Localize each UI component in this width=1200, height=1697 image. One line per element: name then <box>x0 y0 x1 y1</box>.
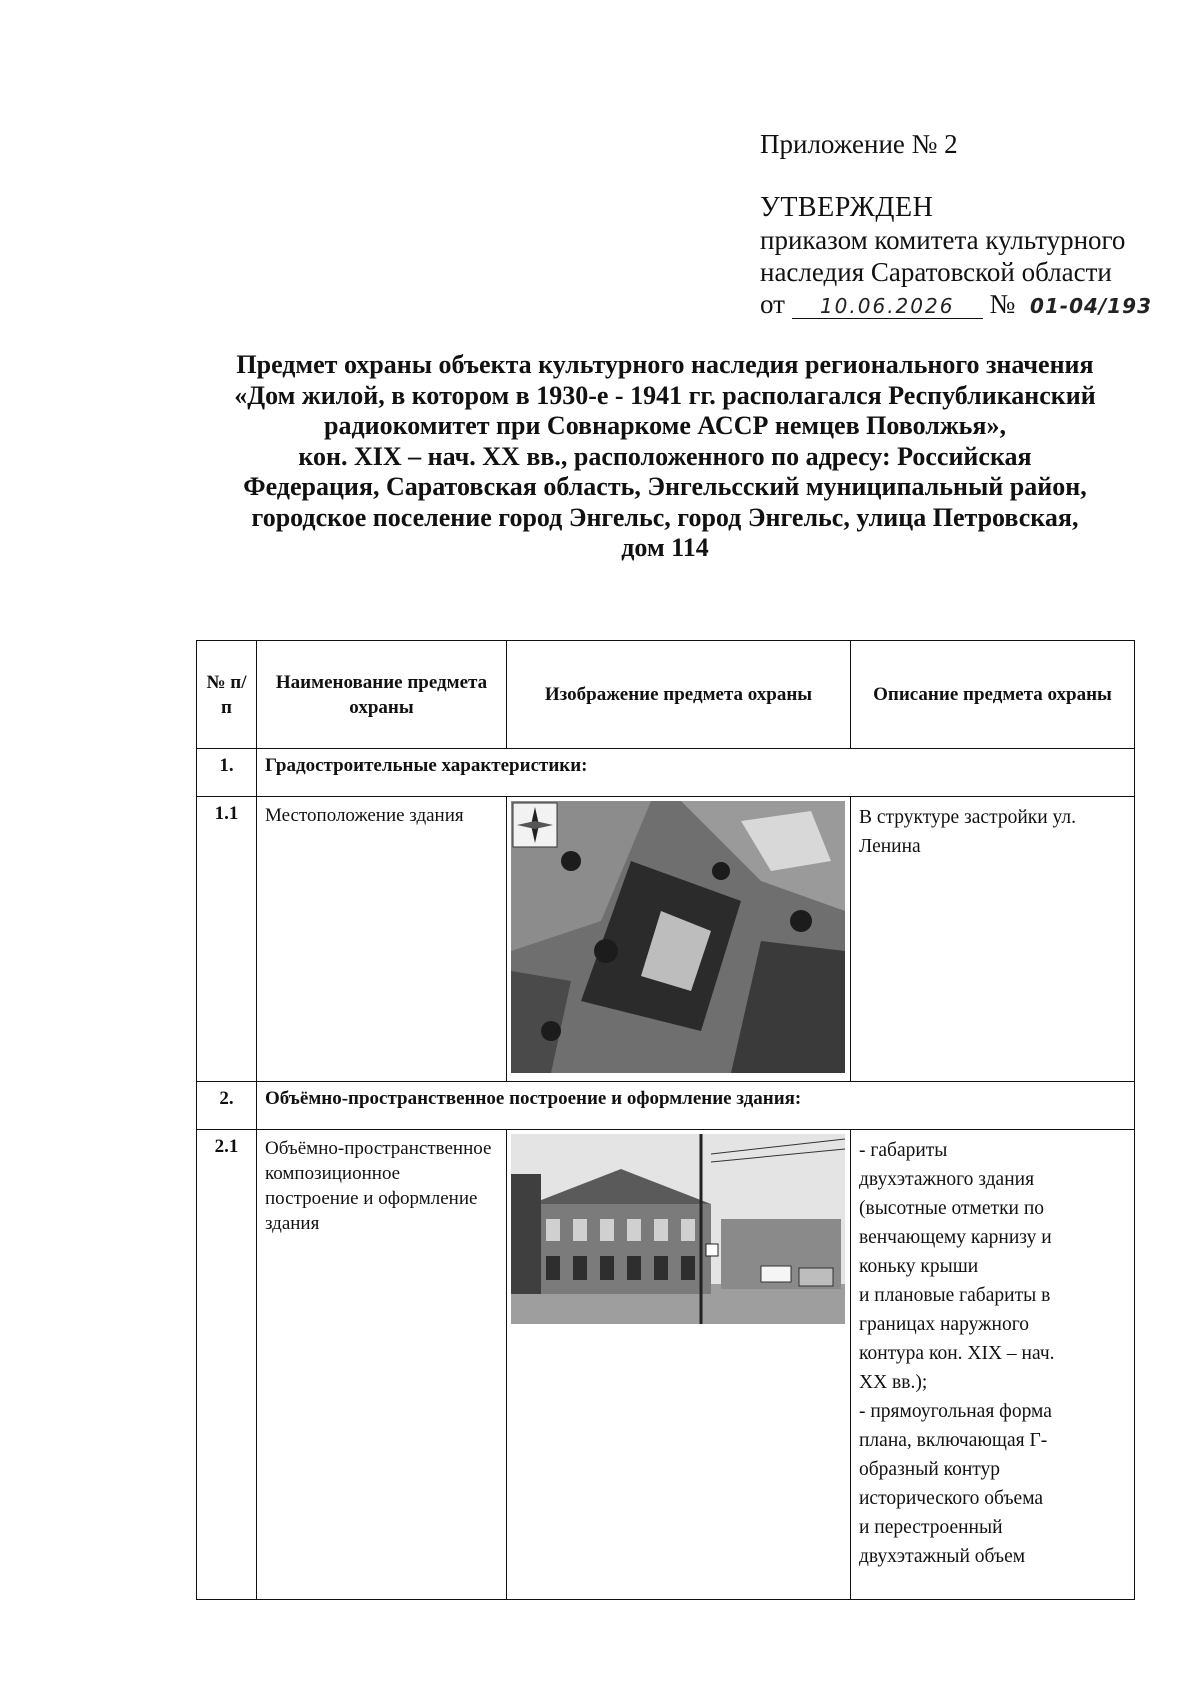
document-title <box>170 350 1160 564</box>
title-line: Предмет охраны объекта культурного наследия регионального значения <box>236 350 1094 379</box>
approval-block <box>760 128 1180 320</box>
section-row <box>197 749 1135 797</box>
approved-heading: УТВЕРЖДЕН <box>760 192 934 223</box>
description-line: XX вв.); <box>859 1372 928 1393</box>
header-image: Изображение предмета охраны <box>507 641 851 749</box>
row-number: 1.1 <box>197 797 257 1082</box>
building-photo <box>511 1134 845 1324</box>
description-line: и перестроенный <box>859 1517 1003 1538</box>
location-map-image <box>507 797 851 1082</box>
row-name: Объёмно-пространственное композиционное построение и оформление здания <box>257 1130 507 1600</box>
protection-subject-table <box>196 640 1135 1600</box>
header-name: Наименование предмета охраны <box>257 641 507 749</box>
title-line: кон. XIX – нач. XX вв., расположенного по адресу: Российская <box>298 441 1032 471</box>
compass-icon <box>513 803 557 847</box>
row-name: Местоположение здания <box>257 797 507 1082</box>
section-number: 2. <box>197 1082 257 1130</box>
table-header-row <box>197 641 1135 749</box>
order-number: 01-04/193 <box>1029 294 1152 318</box>
description-line: - прямоугольная форма <box>859 1401 1052 1422</box>
description-line: исторического объема <box>859 1488 1044 1509</box>
aerial-map-photo <box>511 801 845 1073</box>
row-description: В структуре застройки ул. Ленина <box>851 797 1135 1082</box>
annex-number: Приложение № 2 <box>760 129 958 159</box>
description-line: границах наружного <box>859 1314 1029 1335</box>
description-line: коньку крыши <box>859 1256 979 1277</box>
description-line: плана, включающая Г- <box>859 1430 1048 1451</box>
building-photo-image <box>507 1130 851 1600</box>
from-label: от <box>760 289 785 319</box>
header-description: Описание предмета охраны <box>851 641 1135 749</box>
approval-line-2: наследия Саратовской области <box>760 257 1112 287</box>
section-title: Градостроительные характеристики: <box>257 749 1135 797</box>
row-number: 2.1 <box>197 1130 257 1600</box>
description-line: - габариты <box>859 1140 948 1161</box>
section-title: Объёмно-пространственное построение и оформление здания: <box>257 1082 1135 1130</box>
order-line <box>760 288 1180 320</box>
description-line: контура кон. XIX – нач. <box>859 1343 1055 1364</box>
row-description <box>851 1130 1135 1600</box>
table-row <box>197 1130 1135 1600</box>
approval-line-1: приказом комитета культурного <box>760 225 1126 255</box>
title-line: дом 114 <box>621 533 709 562</box>
description-line: образный контур <box>859 1459 1001 1480</box>
title-line: радиокомитет при Совнаркоме АССР немцев Поволжья», <box>324 411 1006 440</box>
order-date: 10.06.2026 <box>792 294 983 319</box>
description-line: и плановые габариты в <box>859 1285 1051 1306</box>
title-line: городское поселение город Энгельс, город Энгельс, улица Петровская, <box>251 502 1079 532</box>
section-row <box>197 1082 1135 1130</box>
title-line: «Дом жилой, в котором в 1930-е - 1941 гг. располагался Республиканский <box>234 380 1096 410</box>
title-line: Федерация, Саратовская область, Энгельсский муниципальный район, <box>243 472 1087 501</box>
number-label: № <box>989 289 1016 319</box>
section-number: 1. <box>197 749 257 797</box>
header-number: № п/п <box>197 641 257 749</box>
description-line: двухэтажный объем <box>859 1546 1026 1567</box>
description-line: двухэтажного здания <box>859 1169 1035 1190</box>
description-line: венчающему карнизу и <box>859 1227 1052 1248</box>
table-row <box>197 797 1135 1082</box>
description-line: (высотные отметки по <box>859 1198 1045 1219</box>
